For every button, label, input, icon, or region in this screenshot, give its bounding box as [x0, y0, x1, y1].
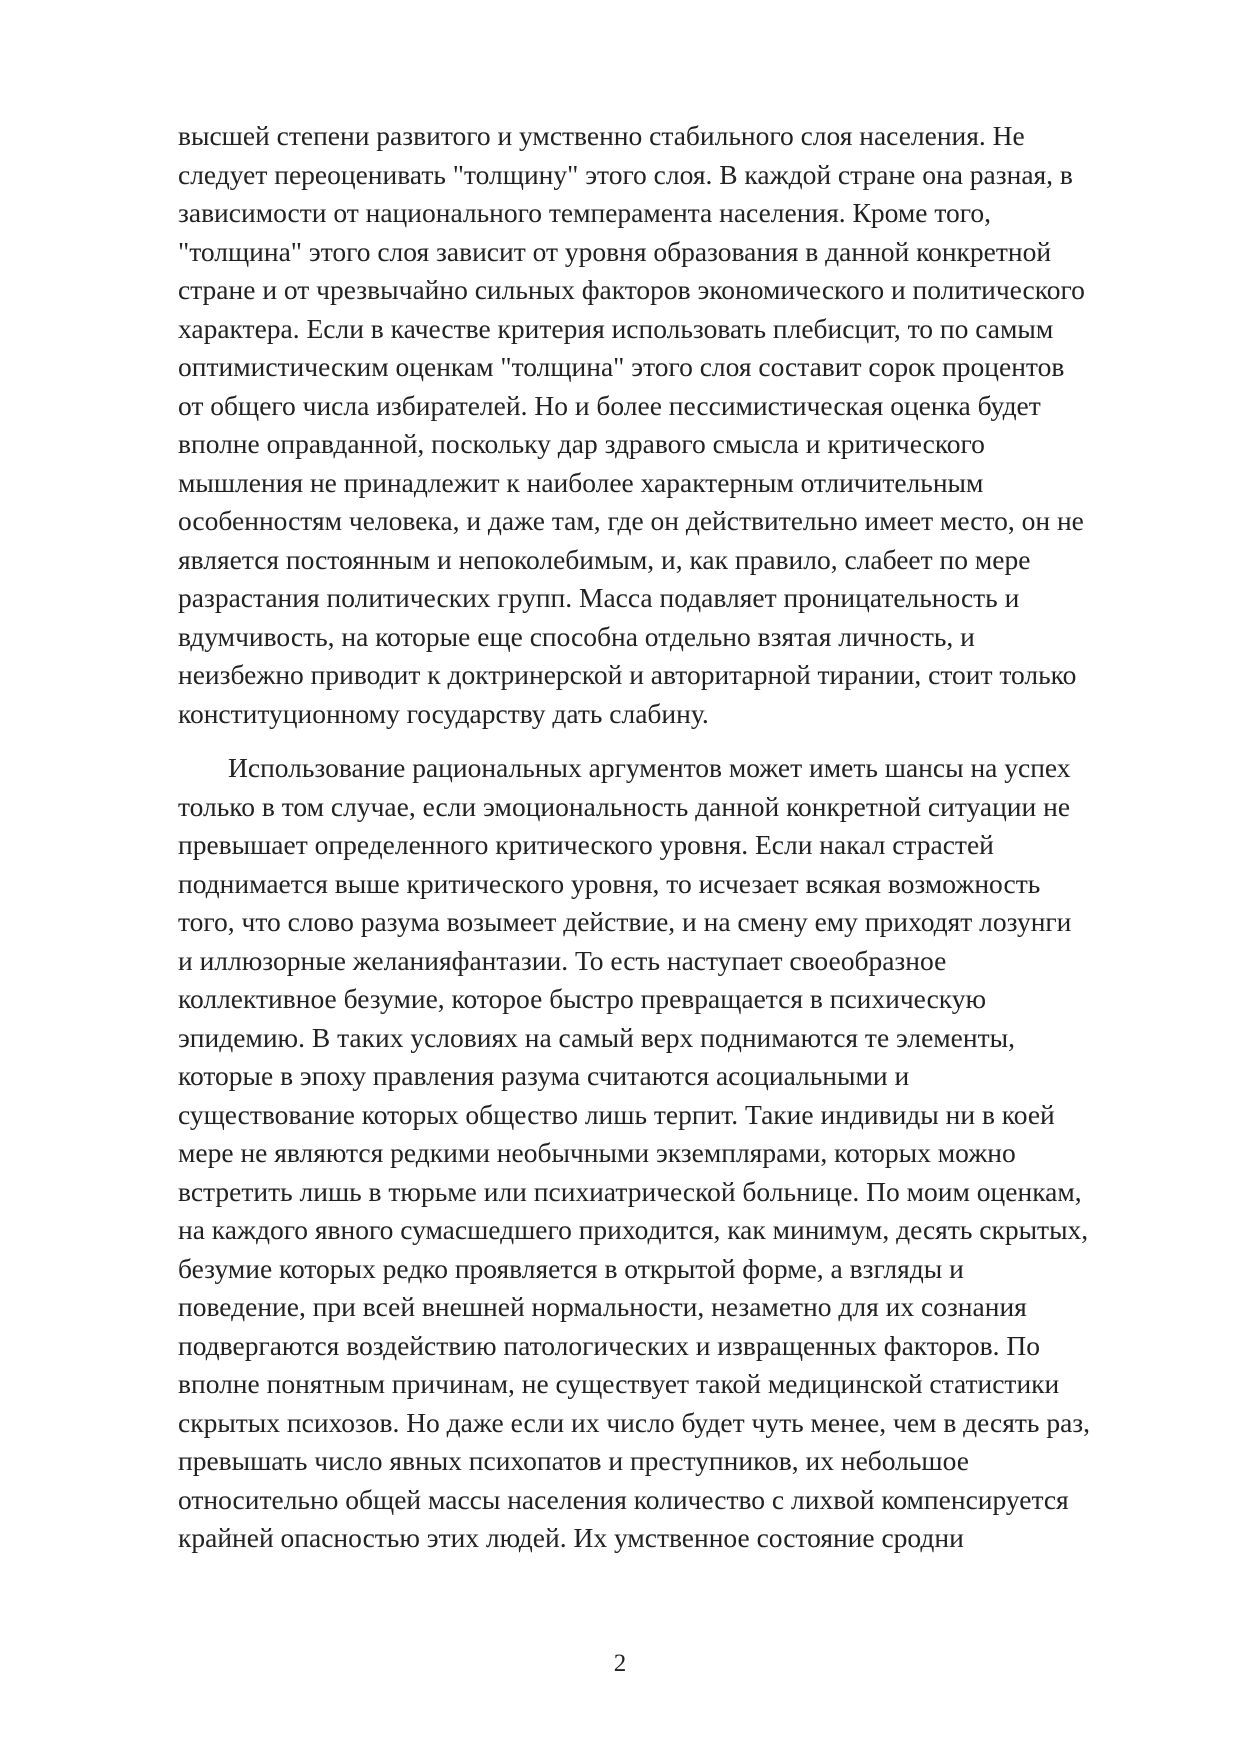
text-line-first: Использование рациональных аргументов может иметь шансы на успех: [228, 752, 1071, 783]
text-line: следует переоценивать "толщину" этого слоя. В каждой стране она разная, в: [178, 158, 1073, 190]
text-line: на каждого явного сумасшедшего приходится, как минимум, десять скрытых,: [178, 1214, 1089, 1245]
text-line: коллективное безумие, которое быстро превращается в психическую: [178, 983, 987, 1014]
text-line: существование которых общество лишь терпит. Такие индивиды ни в коей: [178, 1098, 1055, 1130]
text-line: превышать число явных психопатов и преступников, их небольшое: [178, 1445, 969, 1476]
text-line: конституционному государству дать слабину.: [178, 697, 709, 729]
text-line: особенностям человека, и даже там, где он действительно имеет место, он не: [178, 505, 1084, 536]
text-line: стране и от чрезвычайно сильных факторов экономического и политического: [178, 274, 1085, 305]
text-line: того, что слово разума возымеет действие, и на смену ему приходят лозунги: [178, 906, 1072, 937]
text-line: встретить лишь в тюрьме или психиатрической больнице. По моим оценкам,: [178, 1175, 1082, 1207]
text-line: характера. Если в качестве критерия использовать плебисцит, то по самым: [178, 312, 1054, 344]
text-line: поднимается выше критического уровня, то исчезает всякая возможность: [178, 867, 1041, 899]
text-line: крайней опасностью этих людей. Их умственное состояние сродни: [178, 1522, 964, 1553]
text-line: безумие которых редко проявляется в открытой форме, а взгляды и: [178, 1252, 964, 1284]
text-line: только в том случае, если эмоциональность данной конкретной ситуации не: [178, 790, 1071, 822]
text-line: которые в эпоху правления разума считаются асоциальными и: [178, 1060, 910, 1091]
text-line: подвергаются воздействию патологических и извращенных факторов. По: [178, 1329, 1041, 1361]
text-line: зависимости от национального темперамента населения. Кроме того,: [178, 197, 991, 228]
text-line: вполне оправданной, поскольку дар здравого смысла и критического: [178, 428, 985, 459]
paragraph-2: [178, 749, 1178, 1558]
paragraph-1: [178, 117, 1178, 733]
text-line: мере не являются редкими необычными экземплярами, которых можно: [178, 1137, 1016, 1168]
text-line: от общего числа избирателей. Но и более пессимистическая оценка будет: [178, 389, 1041, 421]
text-line: и иллюзорные желанияфантазии. То есть наступает своеобразное: [178, 944, 947, 976]
text-line: вполне понятным причинам, не существует такой медицинской статистики: [178, 1368, 1060, 1399]
text-line: относительно общей массы населения количество с лихвой компенсируется: [178, 1483, 1069, 1515]
text-line: поведение, при всей внешней нормальности, незаметно для их сознания: [178, 1291, 1027, 1322]
text-line: высшей степени развитого и умственно стабильного слоя населения. Не: [178, 120, 1025, 151]
paragraph-spacer: [178, 733, 1178, 749]
text-line: оптимистическим оценкам "толщина" этого слоя составит сорок процентов: [178, 351, 1065, 382]
text-line: мышления не принадлежит к наиболее характерным отличительным: [178, 466, 984, 498]
body-text: [178, 117, 1178, 1558]
text-line: "толщина" этого слоя зависит от уровня образования в данной конкретной: [178, 235, 1052, 267]
text-line: скрытых психозов. Но даже если их число будет чуть менее, чем в десять раз,: [178, 1406, 1091, 1438]
text-line: является постоянным и непоколебимым, и, как правило, слабеет по мере: [178, 543, 1031, 575]
text-line: эпидемию. В таких условиях на самый верх поднимаются те элементы,: [178, 1021, 1015, 1053]
text-line: вдумчивость, на которые еще способна отдельно взятая личность, и: [178, 620, 975, 652]
text-line: неизбежно приводит к доктринерской и авторитарной тирании, стоит только: [178, 659, 1077, 690]
text-line: разрастания политических групп. Масса подавляет проницательность и: [178, 582, 1020, 613]
text-line: превышает определенного критического уровня. Если накал страстей: [178, 829, 994, 860]
page-number: 2: [613, 1650, 627, 1677]
